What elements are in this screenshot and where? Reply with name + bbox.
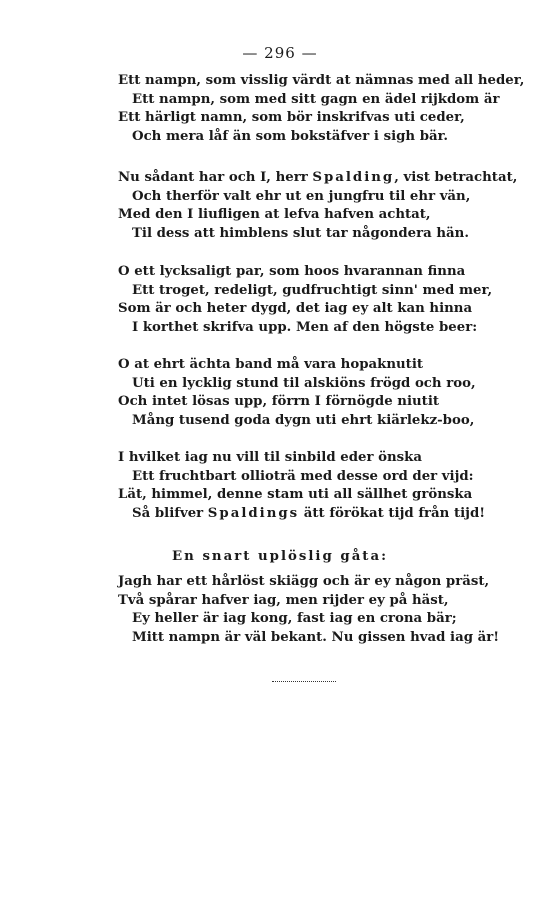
verse-line: Ett fruchtbart ollioträ med desse ord der vijd:: [132, 468, 474, 484]
verse-line: Som är och heter dygd, det iag ey alt kan hinna: [118, 301, 473, 316]
verse-line: Ett nampn, som visslig värdt at nämnas med all heder,: [118, 73, 525, 88]
page-number: — 296 —: [242, 44, 318, 62]
verse-text: Nu sådant har och I, herr: [118, 170, 313, 185]
stanza-3: [118, 263, 518, 337]
verse-line: Mång tusend goda dygn uti ehrt kiärlekz-boo,: [132, 412, 475, 428]
verse-line: Ett troget, redeligt, gudfruchtigt sinn' med mer,: [132, 282, 493, 298]
stanza-5: [118, 449, 518, 523]
verse-text: Så blifver: [132, 505, 208, 521]
verse-line: Två spårar hafver iag, men rijder ey på häst,: [118, 592, 449, 608]
verse-line: [118, 169, 518, 188]
verse-line: Lät, himmel, denne stam uti all sällhet grönska: [118, 487, 473, 502]
verse-line: Til dess att himblens slut tar någondera hän.: [132, 225, 469, 241]
verse-line: Och mera låf än som bokstäfver i sigh bär.: [132, 128, 449, 144]
stanza-2: [118, 169, 518, 243]
verse-line: I korthet skrifva upp. Men af den högste beer:: [132, 319, 478, 335]
verse-line: I hvilket iag nu vill til sinbild eder önska: [118, 450, 422, 465]
verse-line: Mitt nampn är väl bekant. Nu gissen hvad iag är!: [132, 629, 500, 645]
verse-line: O at ehrt ächta band må vara hopaknutit: [118, 357, 424, 372]
verse-line: Ey heller är iag kong, fast iag en crona bär;: [132, 611, 457, 626]
verse-line: Med den I liufligen at lefva hafven achtat,: [118, 207, 431, 222]
riddle-verse: [118, 573, 518, 647]
end-rule: [272, 681, 336, 682]
riddle-title: En snart uplöslig gåta:: [172, 549, 388, 564]
stanza-4: [118, 356, 518, 430]
spaced-name: Spaldings: [207, 505, 300, 521]
verse-line: Och intet lösas upp, förrn I förnögde niutit: [118, 394, 440, 409]
verse-text: ätt förökat tijd från tijd!: [299, 505, 486, 521]
verse-line: Ett nampn, som med sitt gagn en ädel rijkdom är: [132, 91, 500, 107]
verse-line: Jagh har ett hårlöst skiägg och är ey någon präst,: [118, 574, 490, 589]
verse-line: Uti en lycklig stund til alskiöns frögd och roo,: [132, 375, 476, 391]
verse-text: , vist betrachtat,: [394, 170, 518, 185]
spaced-name: Spalding: [312, 170, 395, 185]
verse-line: O ett lycksaligt par, som hoos hvarannan finna: [118, 264, 466, 279]
verse-line: Ett härligt namn, som bör inskrifvas uti ceder,: [118, 110, 465, 125]
stanza-1: [118, 72, 525, 146]
verse-line: Och therför valt ehr ut en jungfru til ehr vän,: [132, 188, 471, 204]
verse-line: [118, 505, 518, 524]
